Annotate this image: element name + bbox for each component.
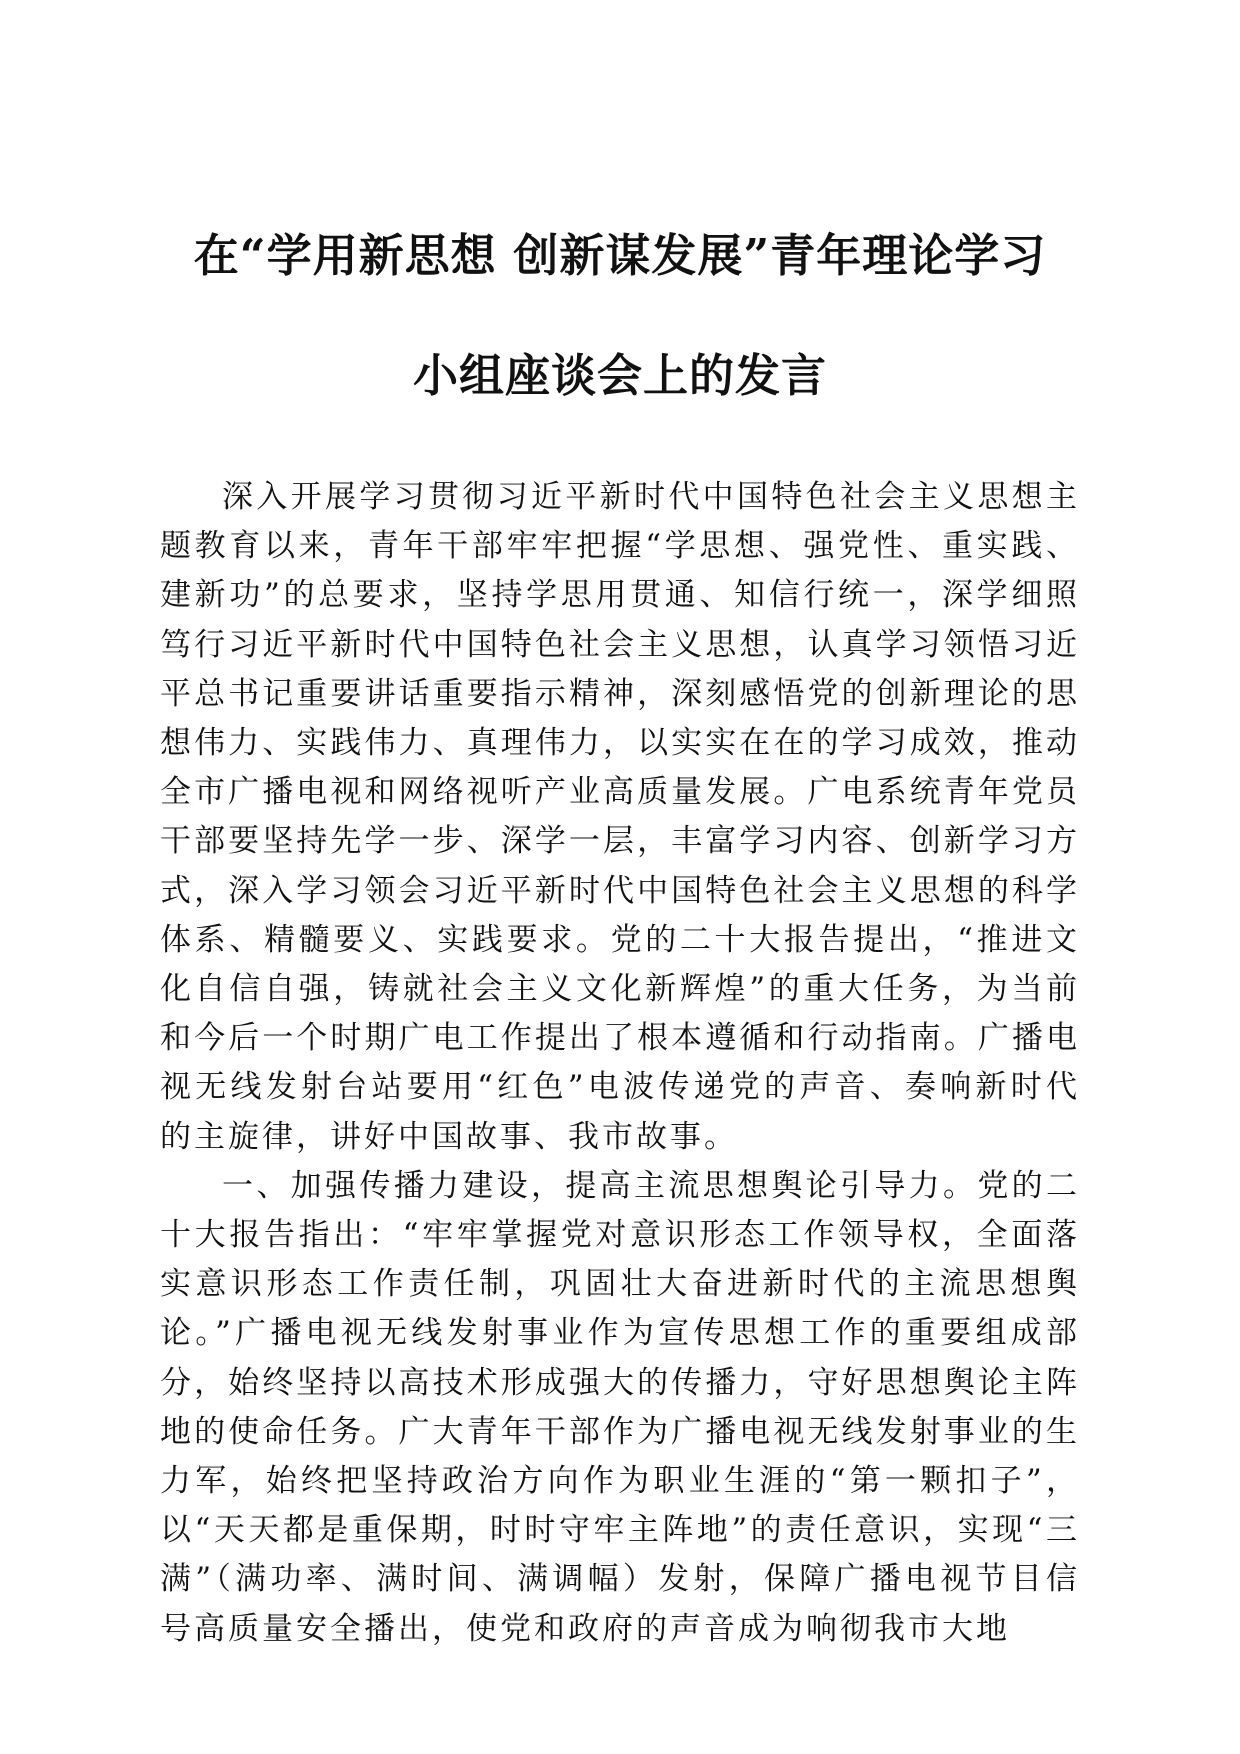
body-paragraph-section-one: 一、加强传播力建设，提高主流思想舆论引导力。党的二十大报告指出：“牢牢掌握党对意识形态工作领导权，全面落实意识形态工作责任制，巩固壮大奋进新时代的主流思想舆论。”广播电视无线发射事业作为宣传思想工作的重要组成部分，始终坚持以高技术形成强大的传播力，守好思想舆论主阵地的使命任务。广大青年干部作为广播电视无线发射事业的生力军，始终把坚持政治方向作为职业生涯的“第一颗扣子”，以“天天都是重保期，时时守牢主阵地”的责任意识，实现“三满”（满功率、满时间、满调幅）发射，保障广播电视节目信号高质量安全播出，使党和政府的声音成为响彻我市大地 bbox=[160, 1167, 1080, 1647]
document-title-line-1: 在“学用新思想 创新谋发展”青年理论学习 bbox=[193, 229, 1047, 282]
document-title-line-2: 小组座谈会上的发言 bbox=[412, 349, 827, 402]
document-body bbox=[160, 473, 1080, 1654]
body-paragraph-intro: 深入开展学习贯彻习近平新时代中国特色社会主义思想主题教育以来，青年干部牢牢把握“学思想、强党性、重实践、建新功”的总要求，坚持学思用贯通、知信行统一，深学细照笃行习近平新时代中国特色社会主义思想，认真学习领悟习近平总书记重要讲话重要指示精神，深刻感悟党的创新理论的思想伟力、实践伟力、真理伟力，以实实在在的学习成效，推动全市广播电视和网络视听产业高质量发展。广电系统青年党员干部要坚持先学一步、深学一层，丰富学习内容、创新学习方式，深入学习领会习近平新时代中国特色社会主义思想的科学体系、精髓要义、实践要求。党的二十大报告提出，“推进文化自信自强，铸就社会主义文化新辉煌”的重大任务，为当前和今后一个时期广电工作提出了根本遵循和行动指南。广播电视无线发射台站要用“红色”电波传递党的声音、奏响新时代的主旋律，讲好中国故事、我市故事。 bbox=[160, 479, 1080, 1155]
